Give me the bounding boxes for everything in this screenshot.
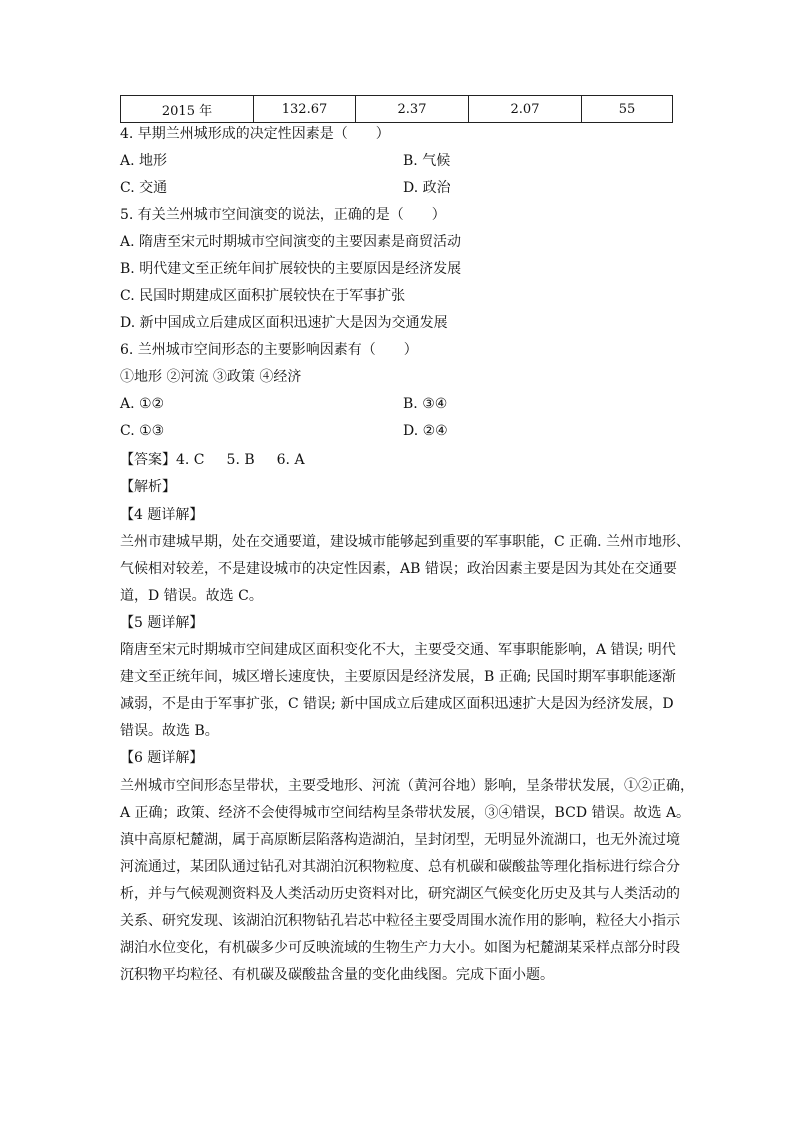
paragraph-line: 沉积物平均粒径、有机碳及碳酸盐含量的变化曲线图。完成下面小题。 [120,967,554,983]
table-cell: 2.07 [469,96,582,123]
table-cell: 55 [582,96,673,123]
answer-label: 【答案】 [120,452,176,468]
q5-option-c: C. 民国时期建成区面积扩展较快在于军事扩张 [120,288,406,304]
q5-stem: 5. 有关兰州城市空间演变的说法，正确的是（ ） [120,207,446,223]
q5-option-a: A. 隋唐至宋元时期城市空间演变的主要因素是商贸活动 [120,234,462,250]
answer-4: 4. C [176,452,205,468]
table-row [121,96,673,123]
paragraph-line: 兰州城市空间形态呈带状，主要受地形、河流（黄河谷地）影响，呈条带状发展，①②正确， [120,778,694,794]
paragraph-line: A 正确；政策、经济不会使得城市空间结构呈条带状发展，③④错误，BCD 错误。故选 A。 [120,805,691,821]
q4-option-b: B. 气候 [403,153,451,169]
answer-line [120,447,305,474]
paragraph-line: 河流通过，某团队通过钻孔对其湖泊沉积物粒度、总有机碳和碳酸盐等理化指标进行综合分 [120,859,680,875]
detail5-label: 【5 题详解】 [120,615,204,631]
paragraph-line: 建文至正统年间，城区增长速度快，主要原因是经济发展，B 正确; 民国时期军事职能逐渐 [120,669,676,685]
detail6-label: 【6 题详解】 [120,750,204,766]
q6-option-b: B. ③④ [403,396,448,412]
q6-option-a: A. ①② [120,396,165,412]
detail4-paragraph [120,529,691,610]
paragraph-line: 气候相对较差，不是建设城市的决定性因素，AB 错误；政治因素主要是因为其处在交通要 [120,561,677,577]
paragraph-line: 滇中高原杞麓湖，属于高原断层陷落构造湖泊，呈封闭型，无明显外流湖口，也无外流过境 [120,832,680,848]
q4-stem: 4. 早期兰州城形成的决定性因素是（ ） [120,126,390,142]
answer-6: 6. A [276,452,305,468]
q4-option-c: C. 交通 [120,180,168,196]
paragraph-line: 湖泊水位变化，有机碳多少可反映流域的生物生产力大小。如图为杞麓湖某采样点部分时段 [120,940,680,956]
table-cell: 132.67 [254,96,356,123]
q6-factors: ①地形 ②河流 ③政策 ④经济 [120,369,302,385]
next-passage [120,827,680,989]
paragraph-line: 错误。故选 B。 [120,723,219,739]
q6-option-c: C. ①③ [120,423,165,439]
answer-5: 5. B [226,452,255,468]
detail6-paragraph [120,773,694,827]
q5-option-b: B. 明代建文至正统年间扩展较快的主要原因是经济发展 [120,261,462,277]
detail4-label: 【4 题详解】 [120,507,204,523]
paragraph-line: 兰州市建城早期，处在交通要道，建设城市能够起到重要的军事职能，C 正确. 兰州市地形、 [120,534,691,550]
paragraph-line: 道，D 错误。故选 C。 [120,588,263,604]
q4-option-a: A. 地形 [120,153,168,169]
q5-option-d: D. 新中国成立后建成区面积迅速扩大是因为交通发展 [120,315,448,331]
table-cell: 2.37 [356,96,469,123]
paragraph-line: 减弱，不是由于军事扩张，C 错误; 新中国成立后建成区面积迅速扩大是因为经济发展，D [120,696,674,712]
q6-stem: 6. 兰州城市空间形态的主要影响因素有（ ） [120,342,418,358]
analysis-label: 【解析】 [120,479,176,495]
data-table [120,95,673,123]
paragraph-line: 析，并与气候观测资料及人类活动历史资料对比，研究湖区气候变化历史及其与人类活动的 [120,886,680,902]
paragraph-line: 隋唐至宋元时期城市空间建成区面积变化不大，主要受交通、军事职能影响，A 错误; 明代 [120,642,676,658]
q4-option-d: D. 政治 [403,180,451,196]
q6-option-d: D. ②④ [403,423,448,439]
detail5-paragraph [120,637,680,745]
table-cell-year: 2015 年 [121,96,254,123]
paragraph-line: 关系、研究发现、该湖泊沉积物钻孔岩芯中粒径主要受周围水流作用的影响，粒径大小指示 [120,913,680,929]
